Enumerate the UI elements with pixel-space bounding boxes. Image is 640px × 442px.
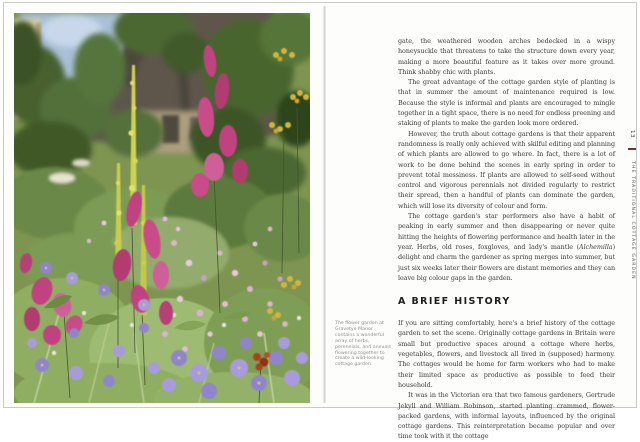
paragraph-history-2: It was in the Victorian era that two famous gardeners, Gertrude Jekyll and William Robinson, started planting crammed, flower-packed gardens, with informal layouts, influenced by the original cottage gardens. This reinterpretation became popular and over time took with it the cottage: [398, 391, 615, 441]
paragraph-truth: However, the truth about cottage gardens is that their apparent randomness is really only achieved with skilful editing and planning of which plants are allowed to go where. In fact, there is a lot of work to be done behind the scenes in early spring in order to prevent total messiness. If plants are allowed to self-seed without control and vigorous perennials not divided regularly to restrict their spread, then a handful of plants can dominate the garden, which will lose its diversity of colour and form.: [398, 129, 615, 210]
chapter-title: THE TRADITIONAL COTTAGE GARDEN: [630, 161, 635, 280]
garden-photo: [14, 13, 310, 403]
page-number: 13: [629, 130, 635, 138]
paragraph-4-text-end: ) delight and charm the gardener as spring merges into summer, but just six weeks later their flowers are distant memories and they can leave big colour gaps in the garden.: [398, 242, 615, 282]
paragraph-history-1: If you are sitting comfortably, here's a brief history of the cottage garden to set the scene. Originally cottage gardens in Britain were small but productive spaces around a cottage where herbs, vegetables, flowers, and livestock all lived in (supposed) harmony. The cottages would be home for farm workers who had to make their limited space as productive as possible to feed their household.: [398, 319, 615, 389]
paragraph-continuation: gate, the weathered wooden arches bedecked in a wispy honeysuckle that threatens to take the structure down every year, making a more beautiful feature as it takes over more ground. Think shabby chic with plants.: [398, 37, 615, 76]
article-column: [398, 36, 615, 442]
photo-caption: The flower garden at Gravetye Manor contains a wonderful array of herbs, perennials, and annuals flowering together to create a wild-looking cottage garden.: [335, 321, 392, 368]
paragraph-advantage: The great advantage of the cottage garden style of planting is that in summer the amount of maintenance required is low. Because the style is informal and plants are encouraged to mingle together in a tight space, there is no need for endless preening and staking of plants to make the garden look more ordered.: [398, 78, 615, 128]
accent-bar: [628, 148, 636, 150]
section-heading: A BRIEF HISTORY: [398, 296, 511, 308]
book-gutter: [323, 6, 326, 403]
garden-photo-illustration: [14, 13, 310, 403]
page-margin-label: [623, 130, 640, 280]
latin-plant-name: Alchemilla: [579, 242, 613, 251]
paragraph-star-performers: [398, 211, 615, 283]
book-spread: [3, 2, 637, 441]
paragraph-4-text: The cottage garden's star performers also have a habit of peaking in early summer and then disappearing or never quite hitting the heights of flowering performance and health later in the year. Herbs, old roses, foxgloves, and lady's mantle (: [398, 212, 615, 251]
